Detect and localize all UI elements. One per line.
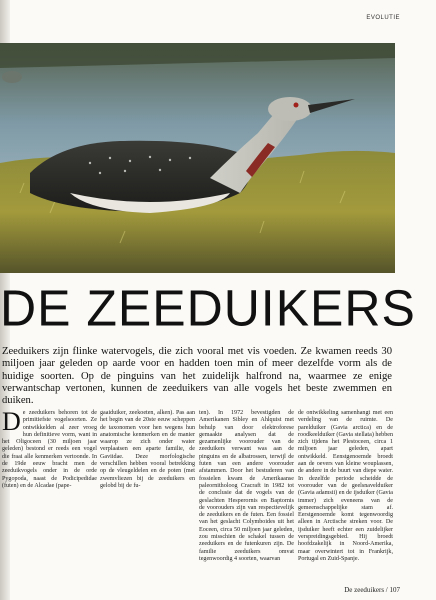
column-text: e zeeduikers behoren tot de primitiefste vogelsoorten. Ze ontwikkelden al zeer vroeg hun definitieve vorm, want in het Oligoceen (30 miljoen jaar geleden) bestond er reeds een vogel die fraai alle kenmerken vertoonde. In de 19de eeuw bracht men de zeeduikvogels onder in de orde Pygopoda, naast de Podicipedidae (futen) en de Alcadae (pape-: [2, 410, 97, 489]
small-bird-silhouette: [2, 71, 22, 83]
article-intro: [2, 346, 392, 407]
body-column-1: [2, 407, 97, 490]
drop-cap: D: [2, 407, 21, 436]
body-column-3: [199, 410, 294, 563]
intro-text: Zeeduikers zijn flinke watervogels, die zich vooral met vis voeden. Ze kwamen reeds 30 miljoen jaar geleden op aarde voor en hadden toen min of meer dezelfde vorm als de huidige soorten. Op de pinguins van het zuidelijk halfrond na, waarmee ze enige verwantschap vertonen, kunnen de zeeduikers van alle vogels het beste zwemmen en duiken.: [2, 346, 392, 407]
article-body: [2, 407, 394, 582]
red-throated-loon-photo: [0, 43, 395, 273]
article-headline: DE ZEEDUIKERS: [0, 279, 416, 337]
page-footer: De zeeduikers / 107: [344, 586, 400, 594]
column-text: gaaiduiker, zeekoeten, alken). Pas aan het begin van de 20ste eeuw scheppen de taxonomen voor hen wegens hun anatomische kenmerken en de manier waarop ze zich onder water verplaatsen een aparte familie, de Gaviidae. Deze morfologische verschillen hebben vooral betrekking op de vleugeldelen en de poten (met zwemvliezen bij de zeeduikers en gelobd bij de fu-: [100, 410, 195, 489]
body-column-2: [100, 410, 195, 490]
column-text: ten). In 1972 bevestigden de Amerikanen Sibley en Ahlquist met behulp van door elektroforese gemaakte analysen dat de gezamenlijke voorouder van de zeeduikers verwant was aan de pinguins en de albatrossen, terwijl de futen van een andere voorouder afstammen. Door het bestuderen van fossielen kwam de Amerikaanse paleornitholoog Cracraft in 1982 tot de conclusie dat de vogels van de geslachten Hesperornis en Baptornis de voorouders zijn van respectievelijk de zeeduikers en de futen. Een fossiel van het geslacht Colymboides uit het Eoceen, circa 50 miljoen jaar geleden, zou misschien de schakel tussen de zeeduikers en de futenkuren zijn. De familie zeeduikers omvat tegenwoordig 4 soorten, waarvan: [199, 410, 294, 562]
eye: [294, 103, 299, 108]
column-text: de ontwikkeling samenhangt met een verdeling van de ruimte. De parelduiker (Gavia arctica) en de roodkeelduiker (Gavia stellata) hebben zich tijdens het Plestoceen, circa 1 miljoen jaar geleden, apart ontwikkeld. Eenstgenoemde broedt aan de oevers van kleine wouplassen, de andere in de buurt van diepe water. In dezelfde periode scheidde de voorouder van de geelsnavelduiker (Gavia adamsii) en de ijsduiker (Gavia immer) zich eveneens van de gemeenschappelijke stam af. Eerstgenoemde komt tegenwoordig alleen in Arctische streken voor. De ijsduiker heeft echter een zuidelijker verspreidingsgebied. Hij broedt hoofdzakelijk in Noord-Amerika, maar overwintert tot in Frankrijk, Portugal en Zuid-Spanje.: [298, 410, 393, 562]
section-label: EVOLUTIE: [366, 15, 400, 21]
body-column-4: [298, 410, 393, 563]
